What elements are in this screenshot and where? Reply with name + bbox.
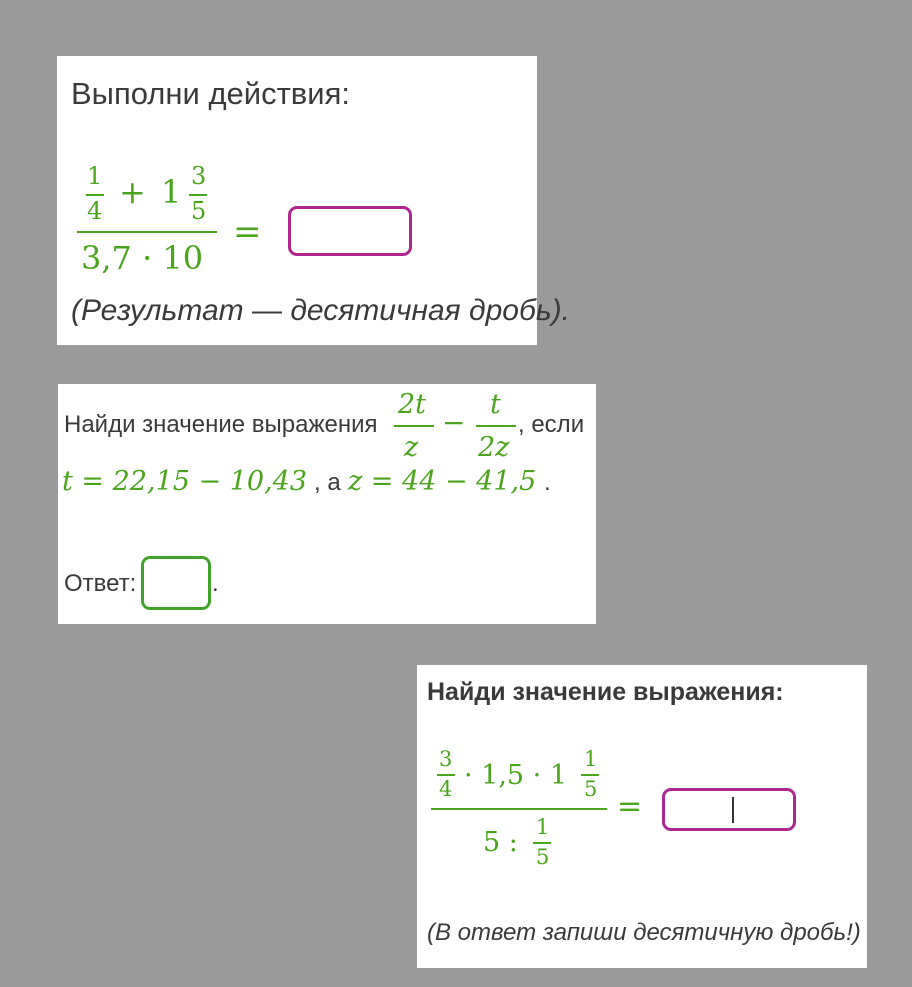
task-card-2: [58, 384, 596, 624]
frac-3-5-numerator: 3: [191, 162, 207, 190]
equals-sign-3: =: [617, 789, 643, 824]
task-3-title: Найди значение выражения:: [427, 678, 784, 706]
task-1-note: (Результат — десятичная дробь).: [71, 294, 570, 327]
frac-3-4-denominator: 4: [439, 777, 453, 801]
frac-1-5-denominator: 5: [584, 777, 598, 801]
frac-3-5-bar: [189, 194, 207, 196]
task-3-note: (В ответ запиши десятичную дробь!): [427, 919, 861, 946]
equals-sign: =: [233, 212, 262, 252]
plus-sign: +: [119, 173, 146, 211]
task-1-title: Выполни действия:: [71, 76, 350, 111]
main-fraction-bar-3: [431, 808, 607, 810]
answer-input-3[interactable]: [662, 788, 796, 831]
answer-dot: .: [212, 570, 219, 597]
answer-input-2[interactable]: [141, 556, 211, 610]
main-fraction-bar: [77, 231, 217, 233]
frac-2z-denominator: 2z: [478, 432, 510, 463]
minus-sign: −: [442, 406, 466, 439]
frac-1-5-numerator: 1: [584, 747, 598, 771]
frac-1-4-denominator: 4: [87, 197, 103, 225]
frac-t-2z-bar: [476, 425, 516, 427]
frac-1-4-bar: [86, 194, 104, 196]
frac-t-numerator: t: [490, 389, 501, 420]
task-2-prefix: Найди значение выражения: [64, 411, 378, 438]
task-2-suffix: , если: [518, 411, 585, 438]
den-frac-bar: [533, 842, 551, 844]
z-expression: z = 44 − 41,5: [348, 466, 537, 497]
t-expression: t = 22,15 − 10,43: [62, 466, 308, 497]
frac-3-4-numerator: 3: [439, 747, 453, 771]
task-2-mid-text: , а: [314, 469, 341, 496]
den-frac-denominator: 5: [536, 845, 550, 869]
den-frac-numerator: 1: [536, 815, 550, 839]
denominator-left: 5 :: [483, 827, 518, 858]
frac-3-5-denominator: 5: [191, 197, 207, 225]
frac-2t-numerator: 2t: [398, 389, 427, 420]
task-card-1: [57, 56, 570, 345]
task-2-end-dot: .: [544, 469, 551, 496]
text-cursor: [732, 797, 734, 823]
frac-3-4-bar: [437, 774, 455, 776]
mixed-whole: 1: [161, 173, 182, 211]
frac-2t-z-bar: [394, 425, 434, 427]
frac-1-5-bar: [581, 774, 599, 776]
frac-1-4-numerator: 1: [87, 162, 103, 190]
frac-z-denominator: z: [404, 432, 419, 463]
main-fraction-denominator: 3,7 · 10: [81, 239, 204, 277]
task-card-3: [417, 665, 867, 968]
answer-label: Ответ:: [64, 570, 137, 597]
numerator-middle: · 1,5 · 1: [464, 760, 568, 791]
answer-input-1[interactable]: [288, 206, 412, 256]
